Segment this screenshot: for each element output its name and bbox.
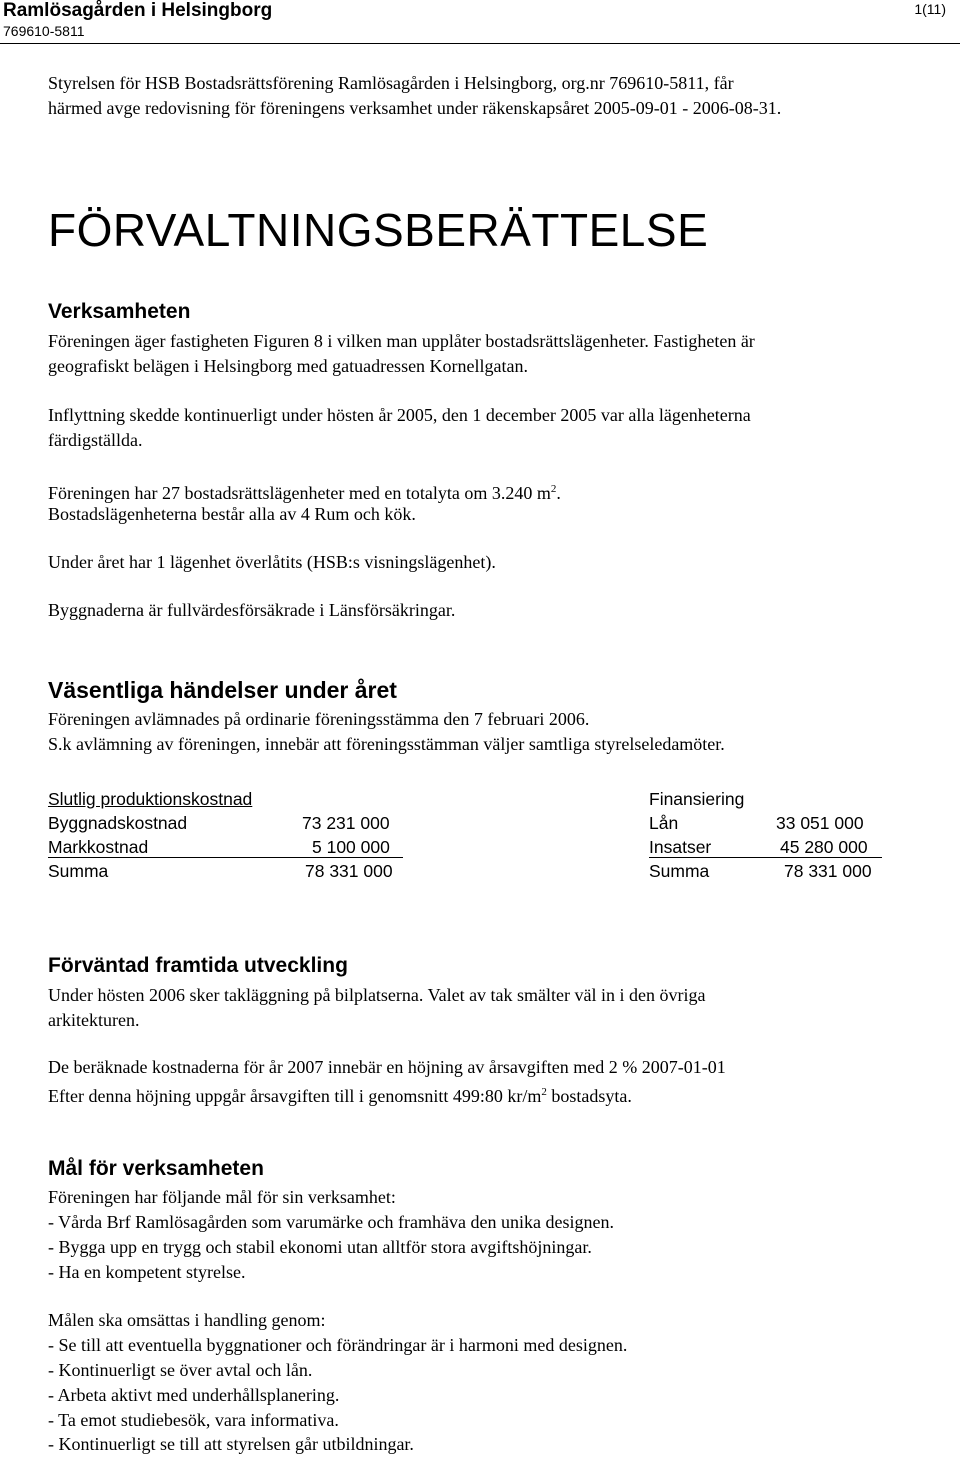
verksamheten-p2-line2: färdigställda. xyxy=(48,430,143,450)
verksamheten-p2-line1: Inflyttning skedde kontinuerligt under hösten år 2005, den 1 december 2005 var alla lägenheterna xyxy=(48,405,751,425)
section-heading-verksamheten: Verksamheten xyxy=(48,300,191,323)
fin-label-lan: Lån xyxy=(649,813,679,833)
section-heading-mal: Mål för verksamheten xyxy=(48,1157,264,1180)
fin-label-insatser: Insatser xyxy=(649,837,712,857)
mal-action-item: - Arbeta aktivt med underhållsplanering. xyxy=(48,1385,340,1405)
header-divider xyxy=(0,43,960,44)
organization-number: 769610-5811 xyxy=(3,23,85,39)
vasentliga-line2: S.k avlämning av föreningen, innebär att föreningsstämman väljer samtliga styrelseledamöter. xyxy=(48,734,725,754)
verksamheten-p1-line2: geografiskt belägen i Helsingborg med gatuadressen Kornellgatan. xyxy=(48,356,529,376)
mal-item: - Vårda Brf Ramlösagården som varumärke och framhäva den unika designen. xyxy=(48,1212,614,1232)
framtida-p1-line1: Under hösten 2006 sker takläggning på bilplatserna. Valet av tak smälter väl in i den övriga xyxy=(48,985,706,1005)
mal-intro-2: Målen ska omsättas i handling genom: xyxy=(48,1310,326,1330)
cost-value-mark: 5 100 000 xyxy=(312,837,390,857)
fin-label-summa: Summa xyxy=(649,861,710,881)
verksamheten-p4: Under året har 1 lägenhet överlåtits (HSB:s visningslägenhet). xyxy=(48,552,496,572)
fin-subtotal-rule xyxy=(649,857,882,858)
verksamheten-p5: Byggnaderna är fullvärdesförsäkrade i Länsförsäkringar. xyxy=(48,600,456,620)
cost-label-summa: Summa xyxy=(48,861,109,881)
superscript-2: 2 xyxy=(541,1086,547,1098)
intro-line-1: Styrelsen för HSB Bostadsrättsförening Ramlösagården i Helsingborg, org.nr 769610-5811, får xyxy=(48,73,734,93)
section-heading-vasentliga: Väsentliga händelser under året xyxy=(48,677,397,703)
verksamheten-p3-line2: Bostadslägenheterna består alla av 4 Rum och kök. xyxy=(48,504,416,524)
page-number: 1(11) xyxy=(914,1,946,17)
mal-action-item: - Kontinuerligt se över avtal och lån. xyxy=(48,1360,313,1380)
fin-value-insatser: 45 280 000 xyxy=(780,837,868,857)
cost-label-byggnad: Byggnadskostnad xyxy=(48,813,188,833)
cost-label-mark: Markkostnad xyxy=(48,837,149,857)
fin-value-summa: 78 331 000 xyxy=(784,861,872,881)
mal-action-item: - Ta emot studiebesök, vara informativa. xyxy=(48,1410,339,1430)
superscript-2: 2 xyxy=(550,483,557,495)
vasentliga-line1: Föreningen avlämnades på ordinarie föreningsstämma den 7 februari 2006. xyxy=(48,709,590,729)
mal-intro: Föreningen har följande mål för sin verksamhet: xyxy=(48,1187,396,1207)
document-title: FÖRVALTNINGSBERÄTTELSE xyxy=(48,204,709,256)
cost-subtotal-rule xyxy=(48,857,403,858)
framtida-p1-line2: arkitekturen. xyxy=(48,1010,140,1030)
cost-value-summa: 78 331 000 xyxy=(305,861,393,881)
avgift-text: Efter denna höjning uppgår årsavgiften till i genomsnitt 499:80 kr/m xyxy=(48,1086,542,1106)
verksamheten-p1-line1: Föreningen äger fastigheten Figuren 8 i vilken man upplåter bostadsrättslägenheter. Fastigheten är xyxy=(48,331,755,351)
mal-item: - Bygga upp en trygg och stabil ekonomi utan alltför stora avgiftshöjningar. xyxy=(48,1237,592,1257)
cost-value-byggnad: 73 231 000 xyxy=(302,813,390,833)
area-period: . xyxy=(556,483,561,503)
mal-item: - Ha en kompetent styrelse. xyxy=(48,1262,246,1282)
produktionskostnad-heading: Slutlig produktionskostnad xyxy=(48,789,253,809)
framtida-p2-line1: De beräknade kostnaderna för år 2007 innebär en höjning av årsavgiften med 2 % 2007-01-01 xyxy=(48,1057,726,1077)
area-text: Föreningen har 27 bostadsrättslägenheter med en totalyta om 3.240 m xyxy=(48,483,551,503)
fin-value-lan: 33 051 000 xyxy=(776,813,864,833)
avgift-end: bostadsyta. xyxy=(546,1086,632,1106)
section-heading-framtida: Förväntad framtida utveckling xyxy=(48,954,348,977)
finansiering-heading: Finansiering xyxy=(649,789,745,809)
intro-line-2: härmed avge redovisning för föreningens verksamhet under räkenskapsåret 2005-09-01 - 2006-08-31. xyxy=(48,98,782,118)
framtida-p2-line2 xyxy=(48,1080,632,1109)
mal-action-item: - Se till att eventuella byggnationer och förändringar är i harmoni med designen. xyxy=(48,1335,628,1355)
organization-name: Ramlösagården i Helsingborg xyxy=(3,0,273,21)
mal-action-item: - Kontinuerligt se till att styrelsen går utbildningar. xyxy=(48,1434,414,1454)
